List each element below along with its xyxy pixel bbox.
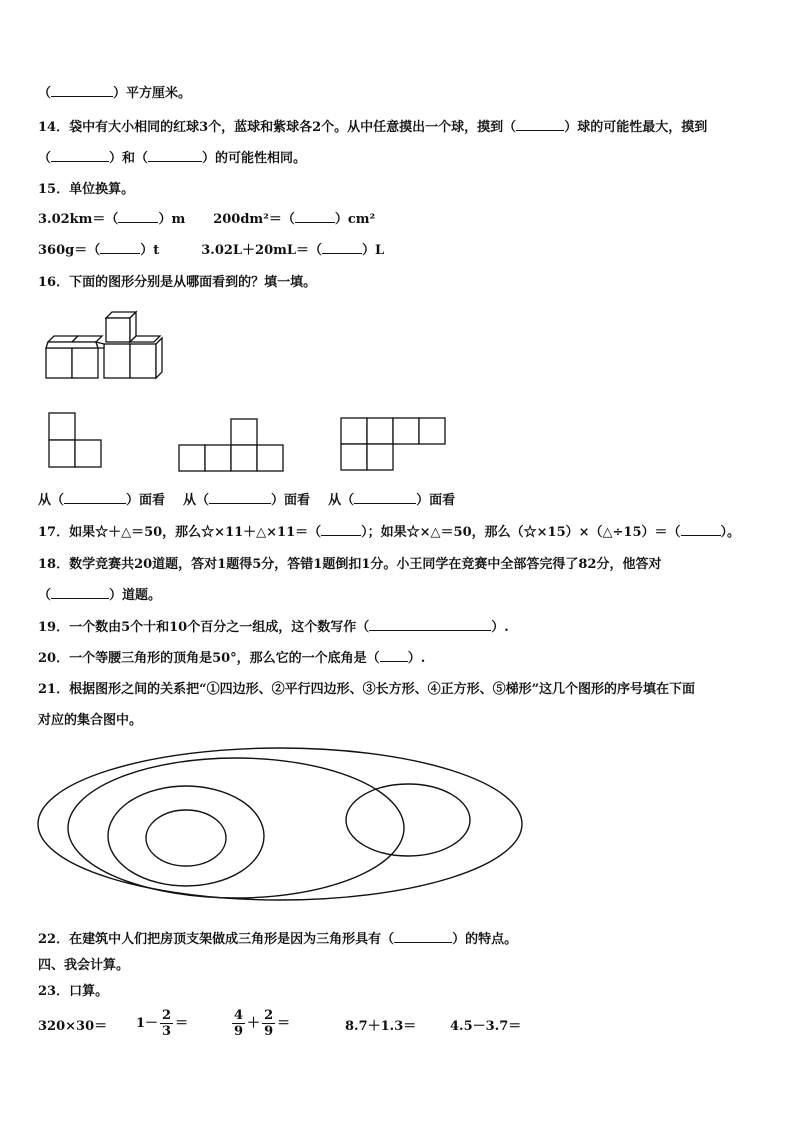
fraction: $\frac{2}{9}$ [264,1008,274,1039]
q13-tail: （ ）平方厘米。 [38,86,192,101]
set-second[interactable] [68,758,404,898]
question-18: 18．数学竞赛共20道题，答对1题得5分，答错1题倒扣1分。小王同学在竞赛中全部答完得了82分，他答对 [38,557,662,572]
answer-blank[interactable] [380,649,408,662]
question-17: 17．如果☆＋△＝50，那么☆×11＋△×11＝（ ）；如果☆×△＝50，那么（☆×15）×（△÷15）＝（ ）。 [38,525,741,540]
fraction: $\frac{2}{3}$ [162,1008,172,1039]
question-21-cont: 对应的集合图中。 [38,713,143,728]
answer-blank[interactable] [681,523,721,536]
question-16-answers: 从（ ）面看 从（ ）面看 从（ ）面看 [38,493,456,508]
calc-row [38,1008,778,1044]
set-third[interactable] [108,786,264,886]
view-figure-2 [178,418,286,474]
question-15: 15．单位换算。 [38,182,135,197]
answer-blank[interactable] [516,118,564,131]
set-inner[interactable] [146,810,226,866]
answer-blank[interactable] [64,491,126,504]
question-15-row2: 360g＝（ ）t 3.02L＋20mL＝（ ）L [38,243,385,258]
question-20: 20．一个等腰三角形的顶角是50°，那么它的一个底角是（ ）. [38,651,426,666]
calc-5: 4.5－3.7＝ [450,1019,522,1034]
question-15-row1: 3.02km＝（ ）m 200dm²＝（ ）cm² [38,212,376,227]
set-right[interactable] [346,784,470,856]
calc-2: 1－ $\frac{2}{3}$ ＝ [136,1008,189,1039]
answer-blank[interactable] [322,241,362,254]
view-figure-3 [340,417,448,473]
question-19: 19．一个数由5个十和10个百分之一组成，这个数写作（ ）. [38,620,509,635]
set-diagram [36,740,532,920]
calc-4: 8.7＋1.3＝ [345,1019,417,1034]
question-16: 16．下面的图形分别是从哪面看到的？填一填。 [38,275,317,290]
answer-blank[interactable] [209,491,271,504]
question-22: 22．在建筑中人们把房顶支架做成三角形是因为三角形具有（ ）的特点。 [38,932,518,947]
answer-blank[interactable] [51,149,109,162]
answer-blank[interactable] [295,210,335,223]
answer-blank[interactable] [321,523,361,536]
answer-blank[interactable] [100,241,140,254]
answer-blank[interactable] [51,84,113,97]
calc-3: $\frac{4}{9}$ ＋ $\frac{2}{9}$ ＝ [234,1008,291,1039]
question-14: 14．袋中有大小相同的红球3个，蓝球和紫球各2个。从中任意摸出一个球，摸到（ ）球的可能性最大，摸到 [38,120,708,135]
question-21: 21．根据图形之间的关系把“①四边形、②平行四边形、③长方形、④正方形、⑤梯形”这几个图形的序号填在下面 [38,682,696,697]
view-figure-1 [48,412,104,470]
answer-blank[interactable] [394,930,452,943]
cube-arrangement-figure [40,306,170,386]
answer-blank[interactable] [354,491,416,504]
question-18-cont: （ ）道题。 [38,588,162,603]
fraction: $\frac{4}{9}$ [234,1008,244,1039]
answer-blank[interactable] [51,586,109,599]
calc-1: 320×30＝ [38,1019,108,1034]
answer-blank[interactable] [369,618,491,631]
question-23: 23．口算。 [38,984,109,999]
question-14-cont: （ ）和（ ）的可能性相同。 [38,151,307,166]
section-4-title: 四、我会计算。 [38,958,130,973]
answer-blank[interactable] [118,210,158,223]
answer-blank[interactable] [148,149,202,162]
